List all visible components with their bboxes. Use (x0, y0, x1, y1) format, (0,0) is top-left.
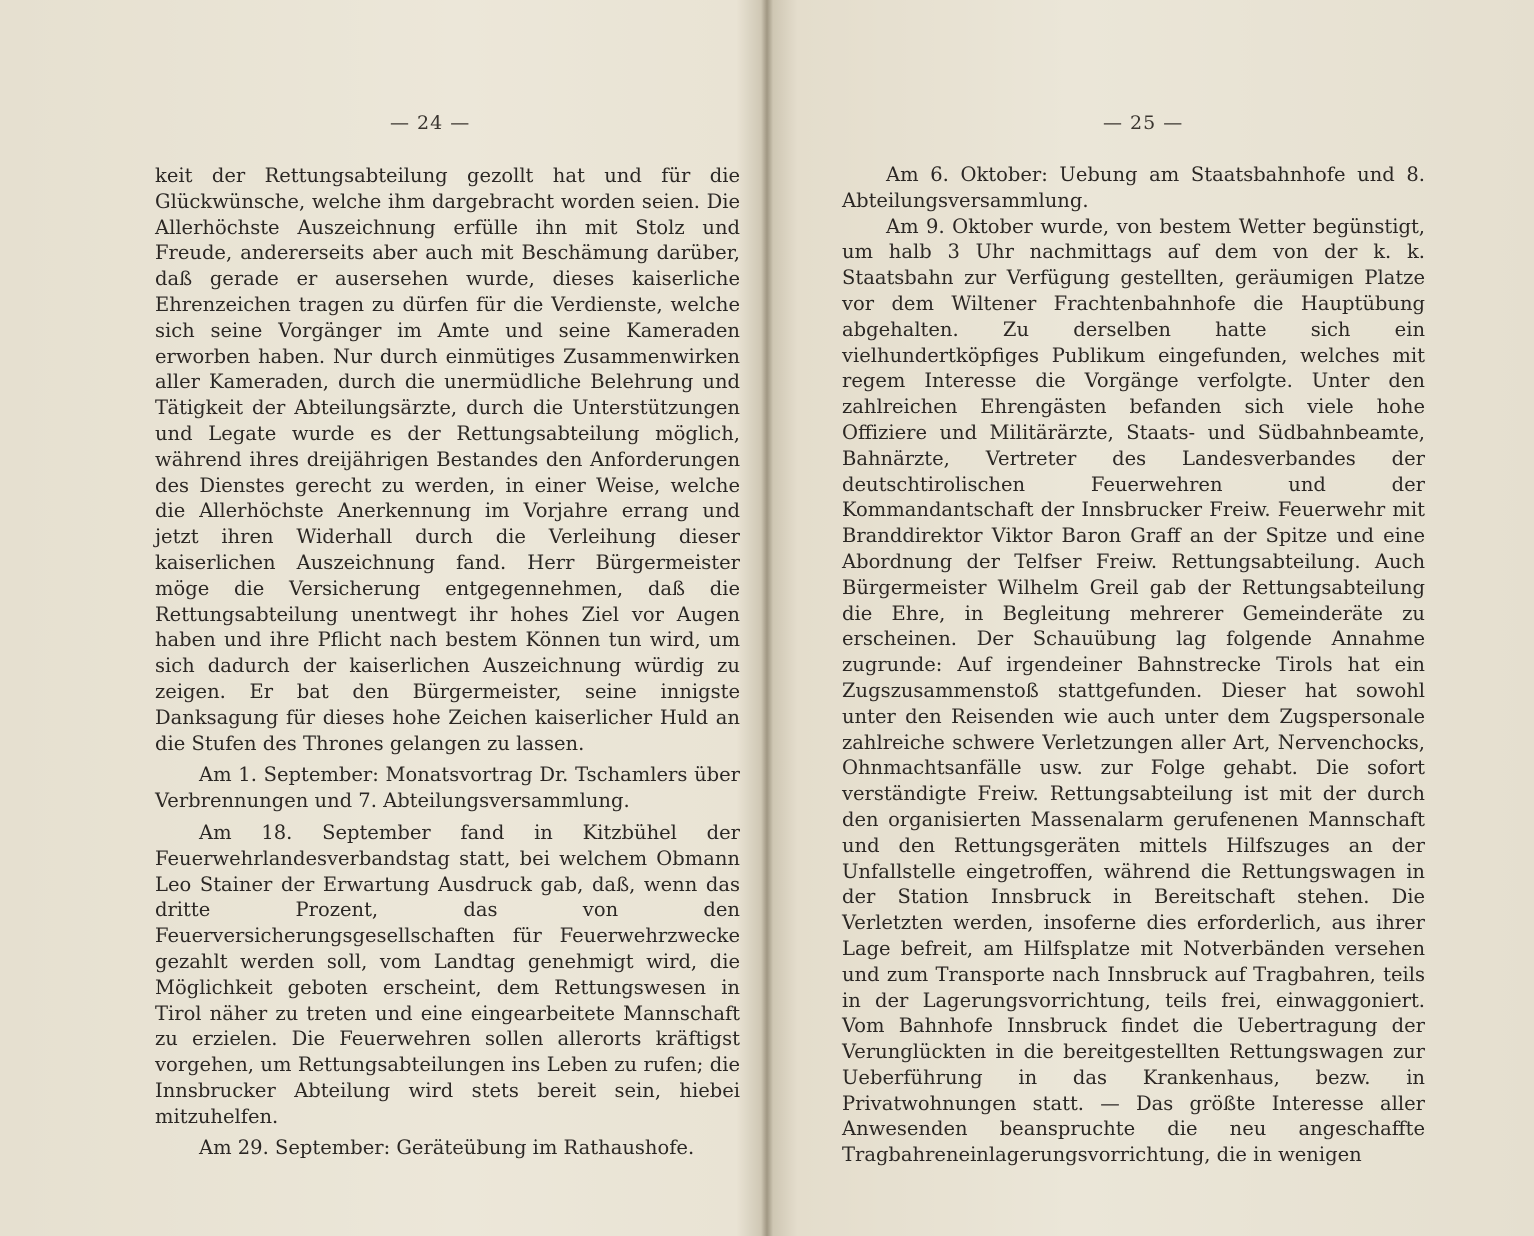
paragraph: Am 1. September: Monatsvortrag Dr. Tschamlers über Verbrennungen und 7. Abteilungsversammlung. (155, 763, 740, 813)
page-number: — 25 — (1103, 112, 1184, 134)
paragraph: Am 18. September fand in Kitzbühel der Feuerwehrlandesverbandstag statt, bei welchem Obmann Leo Stainer der Erwartung Ausdruck gab, daß, wenn das dritte Prozent, das von den Feuerversicherungsgesellschaften für Feuerwehrzwecke gezahlt werden soll, vom Landtag genehmigt wird, die Möglichkeit geboten erscheint, dem Rettungswesen in Tirol näher zu treten und eine eingearbeitete Mannschaft zu erzielen. Die Feuerwehren sollen allerorts kräftigst vorgehen, um Rettungsabteilungen ins Leben zu rufen; die Innsbrucker Abteilung wird stets bereit sein, hiebei mitzuhelfen. (155, 820, 740, 1128)
paragraph: Am 9. Oktober wurde, von bestem Wetter begünstigt, um halb 3 Uhr nachmittags auf dem von der k. k. Staatsbahn zur Verfügung gestellten, geräumigen Platze vor dem Wiltener Frachtenbahnhofe die Hauptübung abgehalten. Zu derselben hatte sich ein vielhundertköpfiges Publikum eingefunden, welches mit regem Interesse die Vorgänge verfolgte. Unter den zahlreichen Ehrengästen befanden sich viele hohe Offiziere und Militärärzte, Staats- und Südbahnbeamte, Bahnärzte, Vertreter des Landesverbandes der deutschtirolischen Feuerwehren und der Kommandantschaft der Innsbrucker Freiw. Feuerwehr mit Branddirektor Viktor Baron Graff an der Spitze und eine Abordnung der Telfser Freiw. Rettungsabteilung. Auch Bürgermeister Wilhelm Greil gab der Rettungsabteilung die Ehre, in Begleitung mehrerer Gemeinderäte zu erscheinen. Der Schauübung lag folgende Annahme zugrunde: Auf irgendeiner Bahnstrecke Tirols hat ein Zugszusammenstoß stattgefunden. Dieser hat sowohl unter den Reisenden wie auch unter dem Zugspersonale zahlreiche schwere Verletzungen aller Art, Nervenchocks, Ohnmachtsanfälle usw. zur Folge gehabt. Die sofort verständigte Freiw. Rettungsabteilung ist mit der durch den organisierten Massenalarm gerufenenen Mannschaft und den Rettungsgeräten mittels Hilfszuges an der Unfallstelle eingetroffen, während die Rettungswagen in der Station Innsbruck in Bereitschaft stehen. Die Verletzten werden, insoferne dies erforderlich, aus ihrer Lage befreit, am Hilfsplatze mit Notverbänden versehen und zum Transporte nach Innsbruck auf Tragbahren, teils in der Lagerungsvorrichtung, teils frei, einwaggoniert. Vom Bahnhofe Innsbruck findet die Uebertragung der Verunglückten in die bereitgestellten Rettungswagen zur Ueberführung in das Krankenhaus, bezw. in Privatwohnungen statt. — Das größte Interesse aller Anwesenden beanspruchte die neu angeschaffte Tragbahreneinlagerungsvorrichtung, die in wenigen (842, 214, 1425, 1167)
paragraph: Am 6. Oktober: Uebung am Staatsbahnhofe und 8. Abteilungsversammlung. (842, 163, 1425, 212)
body-text (155, 163, 740, 1167)
paragraph: keit der Rettungsabteilung gezollt hat und für die Glückwünsche, welche ihm dargebracht worden seien. Die Allerhöchste Auszeichnung erfülle ihn mit Stolz und Freude, andererseits aber auch mit Beschämung darüber, daß gerade er ausersehen wurde, dieses kaiserliche Ehrenzeichen tragen zu dürfen für die Verdienste, welche sich seine Vorgänger im Amte und seine Kameraden erworben haben. Nur durch einmütiges Zusammenwirken aller Kameraden, durch die unermüdliche Belehrung und Tätigkeit der Abteilungsärzte, durch die Unterstützungen und Legate wurde es der Rettungsabteilung möglich, während ihres dreijährigen Bestandes den Anforderungen des Dienstes gerecht zu werden, in einer Weise, welche die Allerhöchste Anerkennung im Vorjahre errang und jetzt ihren Widerhall durch die Verleihung dieser kaiserlichen Auszeichnung fand. Herr Bürgermeister möge die Versicherung entgegennehmen, daß die Rettungsabteilung unentwegt ihr hohes Ziel vor Augen haben und ihre Pflicht nach bestem Können tun wird, um sich dadurch der kaiserlichen Auszeichnung würdig zu zeigen. Er bat den Bürgermeister, seine innigste Danksagung für dieses hohe Zeichen kaiserlicher Huld an die Stufen des Thrones gelangen zu lassen. (155, 164, 740, 755)
paragraph: Am 29. September: Geräteübung im Rathaushofe. (199, 1136, 695, 1160)
left-page (0, 0, 765, 1236)
page-number: — 24 — (390, 112, 471, 134)
body-text (842, 162, 1425, 1168)
right-page (769, 0, 1534, 1236)
